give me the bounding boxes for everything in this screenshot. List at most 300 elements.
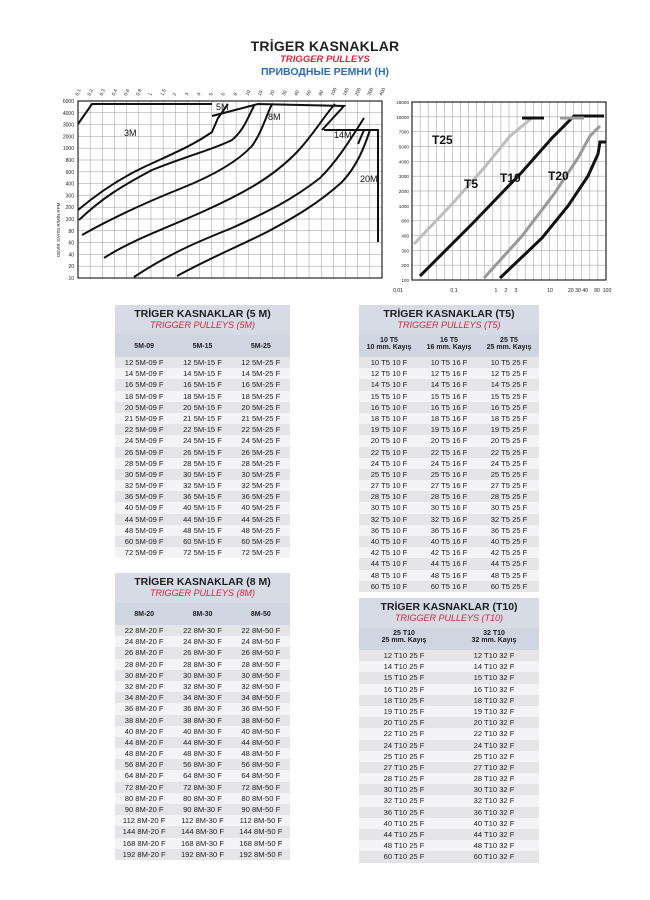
table-cell: 168 8M-30 F [180, 838, 225, 848]
table-cell: 34 8M-20 F [124, 693, 164, 703]
table-row [359, 851, 539, 862]
table-row [115, 737, 290, 748]
table-cell: 12 5M-15 F [183, 358, 222, 367]
table-cell: 22 T5 25 F [490, 447, 528, 457]
table-cell: 28 8M-30 F [183, 659, 222, 669]
table-cell: 60 T5 25 F [490, 581, 528, 591]
column-header-line1: 32 T10 [483, 630, 505, 637]
table-cell: 48 8M-30 F [183, 749, 222, 759]
table-row [359, 368, 539, 379]
table-row [359, 357, 539, 368]
table-cell: 28 5M-09 F [124, 458, 164, 468]
table-cell: 18 T5 10 F [370, 413, 408, 423]
table-row [115, 715, 290, 726]
table-cell: 14 T5 25 F [490, 380, 528, 390]
table-row [115, 804, 290, 815]
table-cell: 44 T5 25 F [490, 559, 528, 569]
table-cell: 44 5M-25 F [241, 514, 281, 524]
table-cell: 12 T5 10 F [370, 369, 408, 379]
table-cell: 18 T10 25 F [383, 695, 425, 705]
label-t25: T25 [432, 133, 453, 147]
table-cell: 30 T5 10 F [370, 503, 408, 513]
envelope-20m [358, 130, 378, 242]
table-cell: 22 5M-09 F [124, 425, 164, 435]
x-tick-label: 30 [282, 89, 289, 97]
y-tick-label: 1000 [398, 203, 409, 209]
table-cell: 48 5M-15 F [183, 525, 222, 535]
table-cell: 30 8M-30 F [183, 670, 222, 680]
table-cell: 21 5M-09 F [124, 413, 164, 423]
table-cell: 19 T5 10 F [370, 425, 408, 435]
table-row [359, 514, 539, 525]
column-header-line2: 16 mm. Kayış [426, 344, 472, 351]
table-cell: 24 T5 16 F [430, 458, 468, 468]
table-row [359, 762, 539, 773]
table-row [115, 625, 290, 636]
table-cell: 16 5M-09 F [124, 380, 164, 390]
table-row [115, 368, 290, 379]
table-cell: 24 T10 32 F [473, 740, 515, 750]
y-tick-label: 80 [68, 228, 74, 235]
table-cell: 36 8M-20 F [124, 704, 164, 714]
table-cell: 28 T5 10 F [370, 492, 408, 502]
column-header-line2: 10 mm. Kayış [366, 344, 412, 351]
column-header-line2: 32 mm. Kayış [471, 637, 517, 644]
table-cell: 60 5M-25 F [241, 537, 281, 546]
x-tick-label: 200 [354, 87, 363, 97]
table-cell: 22 5M-15 F [183, 425, 222, 435]
table-cell: 27 T5 10 F [370, 481, 408, 491]
table-cell: 44 T5 10 F [370, 559, 408, 569]
table-cell: 27 T5 16 F [430, 481, 468, 491]
y-tick-label: 800 [401, 218, 409, 224]
table-row [359, 502, 539, 513]
table-cell: 26 5M-15 F [183, 447, 222, 457]
table-t10-header [359, 598, 539, 628]
table-row [115, 759, 290, 770]
y-tick-label: 10000 [396, 114, 409, 120]
table-row [115, 525, 290, 536]
table-cell: 40 5M-09 F [124, 503, 164, 513]
x-tick-label: 60 [306, 89, 314, 97]
table-cell: 12 5M-09 F [124, 358, 164, 367]
table-cell: 36 T5 10 F [370, 525, 408, 535]
page-title: TRİGER KASNAKLAR [250, 38, 400, 54]
table-cell: 16 5M-15 F [183, 380, 222, 390]
table-cell: 42 T5 16 F [430, 548, 468, 558]
table-cell: 90 8M-30 F [183, 805, 222, 814]
table-row [115, 726, 290, 737]
table-cell: 40 5M-15 F [183, 503, 222, 513]
table-cell: 48 5M-09 F [124, 525, 164, 535]
column-header [479, 337, 539, 357]
table-cell: 30 5M-25 F [241, 469, 281, 479]
table-cell: 34 8M-50 F [241, 693, 281, 703]
table-5m-header [115, 305, 290, 335]
page-subtitle-russian: ПРИВОДНЫЕ РЕМНИ (H) [260, 66, 390, 78]
table-row [359, 447, 539, 458]
label-t10: T10 [500, 171, 521, 185]
table-cell: 22 T5 10 F [370, 447, 408, 457]
table-row [115, 469, 290, 480]
table-cell: 24 5M-09 F [124, 436, 164, 446]
table-row [115, 647, 290, 658]
table-cell: 72 5M-15 F [183, 548, 222, 558]
table-cell: 40 8M-30 F [183, 726, 222, 736]
table-cell: 44 8M-50 F [241, 737, 281, 747]
table-cell: 32 T10 32 F [473, 796, 515, 806]
table-cell: 26 8M-30 F [183, 648, 222, 658]
x-tick-label: 5 [209, 92, 215, 97]
table-8m-subtitle: TRIGGER PULLEYS (8M) [149, 588, 256, 598]
table-row [115, 815, 290, 826]
x-tick-label: 8 [233, 92, 240, 97]
table-cell: 32 T5 10 F [370, 514, 408, 524]
table-row [115, 770, 290, 781]
y-tick-label: 10 [68, 276, 74, 282]
table-t5-subtitle: TRIGGER PULLEYS (T5) [397, 320, 501, 330]
table-row [359, 807, 539, 818]
label-8m: 8M [268, 112, 281, 122]
label-5m: 5M [216, 102, 229, 112]
table-cell: 112 8M-30 F [181, 816, 224, 826]
table-cell: 24 T5 10 F [370, 458, 408, 468]
table-5m-subtitle: TRIGGER PULLEYS (5M) [149, 320, 256, 330]
table-cell: 26 8M-20 F [124, 648, 164, 658]
table-cell: 15 T10 32 F [473, 673, 515, 683]
table-cell: 20 5M-25 F [241, 402, 281, 412]
label-t5: T5 [464, 177, 479, 191]
table-row [359, 570, 539, 581]
x-tick-label: 100 [602, 288, 612, 294]
table-row [115, 636, 290, 647]
y-tick-label: 100 [65, 217, 74, 223]
column-header [419, 337, 479, 357]
table-cell: 14 T5 16 F [430, 380, 468, 390]
x-tick-label: 80 [594, 288, 600, 294]
table-row [115, 391, 290, 402]
table-cell: 27 T10 32 F [473, 762, 515, 772]
page-subtitle: TRIGGER PULLEYS [280, 54, 370, 65]
table-cell: 20 T5 25 F [490, 436, 528, 446]
table-cell: 90 8M-50 F [241, 805, 281, 814]
table-cell: 144 8M-50 F [239, 827, 283, 837]
table-cell: 25 T10 32 F [473, 751, 515, 761]
table-cell: 48 T5 16 F [430, 570, 468, 580]
table-row [115, 793, 290, 804]
table-cell: 40 5M-25 F [241, 503, 281, 513]
table-cell: 40 T5 16 F [430, 537, 468, 546]
x-tick-label: 0,8 [136, 88, 144, 97]
table-cell: 112 8M-50 F [239, 816, 283, 826]
y-tick-label: 2000 [62, 134, 74, 141]
table-cell: 38 8M-20 F [124, 715, 164, 725]
table-row [115, 849, 290, 860]
table-cell: 44 8M-30 F [183, 737, 222, 747]
table-t10 [359, 598, 539, 863]
table-cell: 18 T5 16 F [430, 413, 468, 423]
table-cell: 64 8M-20 F [124, 771, 164, 781]
table-5m [115, 305, 290, 558]
table-row [359, 547, 539, 558]
table-cell: 32 T10 25 F [383, 796, 425, 806]
y-tick-label: 15000 [396, 100, 409, 105]
y-tick-label: 200 [65, 205, 74, 212]
x-tick-label: 1 [494, 288, 498, 294]
table-cell: 44 8M-20 F [124, 737, 164, 747]
table-cell: 56 8M-20 F [124, 760, 164, 770]
column-header: 8M-30 [192, 610, 213, 618]
table-cell: 18 5M-15 F [183, 391, 222, 401]
table-cell: 44 T10 32 F [473, 830, 515, 839]
table-row [115, 692, 290, 703]
table-cell: 38 8M-30 F [183, 715, 222, 725]
table-cell: 14 T10 25 F [383, 662, 425, 672]
table-row [115, 826, 290, 837]
table-cell: 40 T5 10 F [370, 537, 408, 546]
table-row [359, 818, 539, 829]
table-row [359, 525, 539, 536]
table-cell: 72 8M-30 F [183, 782, 222, 792]
table-cell: 28 T10 25 F [383, 774, 425, 784]
table-cell: 38 8M-50 F [241, 715, 281, 725]
table-cell: 18 T10 32 F [473, 695, 515, 705]
table-row [359, 829, 539, 840]
table-row [115, 536, 290, 547]
table-cell: 32 8M-20 F [124, 681, 164, 691]
table-cell: 24 8M-30 F [183, 637, 222, 647]
table-row [115, 480, 290, 491]
curve-t20 [500, 142, 606, 278]
table-cell: 36 T10 25 F [383, 807, 425, 817]
y-tick-label: 3000 [62, 122, 74, 129]
curve-5m-a [79, 106, 254, 220]
table-cell: 192 8M-20 F [122, 849, 166, 859]
y-tick-label: 300 [401, 248, 409, 254]
x-tick-label: 0,2 [87, 88, 95, 97]
chart-left-ylabel: DEVİR SAYISI R/MİN RPM [56, 202, 61, 257]
table-t10-columns [359, 628, 539, 650]
y-tick-label: 4000 [398, 159, 409, 165]
column-header: 8M-50 [250, 610, 271, 618]
table-row [359, 706, 539, 717]
table-row [359, 773, 539, 784]
table-row [359, 717, 539, 728]
table-cell: 14 T10 32 F [473, 662, 515, 672]
table-row [359, 695, 539, 706]
table-cell: 15 T5 25 F [490, 391, 528, 401]
table-cell: 36 5M-25 F [241, 492, 281, 502]
table-cell: 44 T10 25 F [383, 830, 425, 839]
table-cell: 44 5M-15 F [183, 514, 222, 524]
table-8m-columns [115, 603, 290, 625]
label-3m: 3M [124, 128, 137, 138]
table-cell: 26 5M-09 F [124, 447, 164, 457]
label-20m: 20M [360, 174, 378, 184]
table-cell: 12 5M-25 F [241, 358, 281, 367]
table-row [359, 491, 539, 502]
table-cell: 12 T5 16 F [430, 369, 468, 379]
y-tick-label: 4000 [62, 110, 74, 117]
table-cell: 22 T5 16 F [430, 447, 468, 457]
table-row [115, 502, 290, 513]
x-tick-label: 0,4 [111, 88, 120, 97]
table-cell: 20 T5 10 F [370, 436, 408, 446]
table-cell: 14 5M-25 F [241, 369, 281, 379]
y-tick-label: 400 [65, 181, 74, 188]
table-cell: 36 T10 32 F [473, 807, 515, 817]
table-cell: 40 8M-50 F [241, 726, 281, 736]
table-cell: 28 T5 16 F [430, 492, 468, 502]
y-tick-label: 200 [401, 263, 409, 269]
column-header-line1: 25 T5 [500, 337, 518, 344]
table-cell: 64 8M-30 F [183, 771, 222, 781]
table-cell: 80 8M-20 F [124, 793, 164, 803]
table-cell: 24 5M-15 F [183, 436, 222, 446]
table-cell: 60 5M-15 F [183, 537, 222, 546]
label-t20: T20 [548, 169, 569, 183]
table-cell: 90 8M-20 F [124, 805, 164, 814]
x-tick-label: 1,5 [160, 88, 168, 97]
table-cell: 48 T10 32 F [473, 841, 515, 851]
x-tick-label: 0,01 [392, 288, 404, 294]
table-row [115, 491, 290, 502]
table-row [359, 391, 539, 402]
table-row [359, 740, 539, 751]
table-cell: 32 T5 25 F [490, 514, 528, 524]
table-cell: 72 8M-20 F [124, 782, 164, 792]
table-cell: 16 T5 25 F [490, 402, 528, 412]
table-cell: 21 5M-15 F [183, 413, 222, 423]
table-row [359, 840, 539, 851]
x-tick-label: 2 [504, 288, 508, 294]
table-cell: 36 5M-09 F [124, 492, 164, 502]
table-row [115, 379, 290, 390]
table-5m-columns [115, 335, 290, 357]
table-row [115, 782, 290, 793]
table-cell: 48 T5 10 F [370, 570, 408, 580]
table-cell: 27 T5 25 F [490, 481, 528, 491]
table-cell: 30 5M-09 F [124, 469, 164, 479]
table-row [359, 402, 539, 413]
column-header-line1: 16 T5 [440, 337, 458, 344]
table-row [115, 458, 290, 469]
table-cell: 72 8M-50 F [241, 782, 281, 792]
column-header [359, 337, 419, 357]
table-cell: 15 T5 16 F [430, 391, 468, 401]
column-header-line2: 25 mm. Kayış [486, 344, 532, 351]
table-cell: 20 T10 32 F [473, 718, 515, 728]
y-tick-label: 5000 [398, 144, 409, 150]
table-cell: 22 8M-30 F [183, 626, 222, 635]
column-header: 8M-20 [134, 610, 155, 618]
table-cell: 48 8M-20 F [124, 749, 164, 759]
table-8m-title: TRİGER KASNAKLAR (8 M) [134, 576, 271, 588]
x-tick-label: 40 [294, 89, 301, 97]
curve-14m [134, 118, 364, 277]
table-cell: 14 5M-09 F [124, 369, 164, 379]
x-tick-label: 20 [269, 89, 277, 97]
x-tick-label: 150 [342, 87, 351, 97]
y-tick-label: 6000 [62, 99, 74, 105]
table-cell: 16 5M-25 F [241, 380, 281, 390]
curve-3m [78, 104, 228, 210]
table-cell: 56 8M-50 F [241, 760, 281, 770]
table-cell: 16 T5 16 F [430, 402, 468, 412]
y-tick-label: 60 [68, 240, 74, 247]
chart-m-profile [52, 82, 390, 287]
table-cell: 27 T10 25 F [383, 762, 425, 772]
table-cell: 30 5M-15 F [183, 469, 222, 479]
table-8m-header [115, 573, 290, 603]
table-row [359, 728, 539, 739]
table-cell: 48 5M-25 F [241, 525, 281, 535]
table-cell: 19 T5 25 F [490, 425, 528, 435]
x-tick-label: 15 [257, 89, 265, 97]
table-row [359, 581, 539, 592]
x-tick-label: 2 [172, 92, 179, 97]
table-cell: 24 T5 25 F [490, 458, 528, 468]
table-row [115, 670, 290, 681]
table-8m-rows [115, 625, 290, 860]
table-5m-rows [115, 357, 290, 558]
table-cell: 22 8M-50 F [241, 626, 281, 635]
table-cell: 10 T5 25 F [490, 358, 528, 367]
table-cell: 72 5M-25 F [241, 548, 281, 558]
x-tick-label: 100 [330, 87, 339, 97]
table-cell: 26 5M-25 F [241, 447, 281, 457]
x-tick-label: 80 [318, 89, 326, 97]
table-cell: 26 8M-50 F [241, 648, 281, 658]
x-tick-label: 0,3 [99, 88, 107, 97]
table-cell: 80 8M-30 F [183, 793, 222, 803]
table-cell: 168 8M-20 F [122, 838, 166, 848]
chart-t-profile [392, 96, 618, 298]
table-cell: 60 5M-09 F [124, 537, 164, 546]
table-row [359, 480, 539, 491]
table-cell: 36 T5 16 F [430, 525, 468, 535]
table-cell: 22 T10 25 F [383, 729, 425, 739]
x-tick-label: 400 [379, 87, 388, 97]
x-tick-label: 300 [367, 87, 376, 97]
table-row [115, 447, 290, 458]
curve-5m-b [82, 104, 272, 235]
table-row [115, 659, 290, 670]
x-tick-label: 0,6 [123, 88, 132, 97]
x-tick-label: 20 30 40 [567, 288, 589, 294]
column-header: 5M-15 [192, 342, 213, 350]
table-cell: 60 T5 10 F [370, 581, 408, 591]
table-cell: 48 8M-50 F [241, 749, 281, 759]
y-tick-label: 300 [65, 193, 74, 200]
table-cell: 19 T10 32 F [473, 706, 515, 716]
table-row [359, 469, 539, 480]
table-cell: 60 T10 25 F [383, 852, 425, 862]
table-cell: 25 T10 25 F [383, 751, 425, 761]
table-5m-title: TRİGER KASNAKLAR (5 M) [134, 308, 271, 320]
table-cell: 18 5M-25 F [241, 391, 281, 401]
table-cell: 30 T10 32 F [473, 785, 515, 795]
table-t5-columns [359, 335, 539, 357]
table-cell: 60 T10 32 F [473, 852, 515, 862]
x-tick-label: 4 [196, 92, 203, 97]
label-14m: 14M [334, 130, 352, 140]
table-cell: 48 T10 25 F [383, 841, 425, 851]
table-cell: 24 5M-25 F [241, 436, 281, 446]
table-cell: 168 8M-50 F [239, 838, 283, 848]
y-tick-label: 20 [68, 264, 74, 271]
envelope-5m [78, 104, 212, 124]
